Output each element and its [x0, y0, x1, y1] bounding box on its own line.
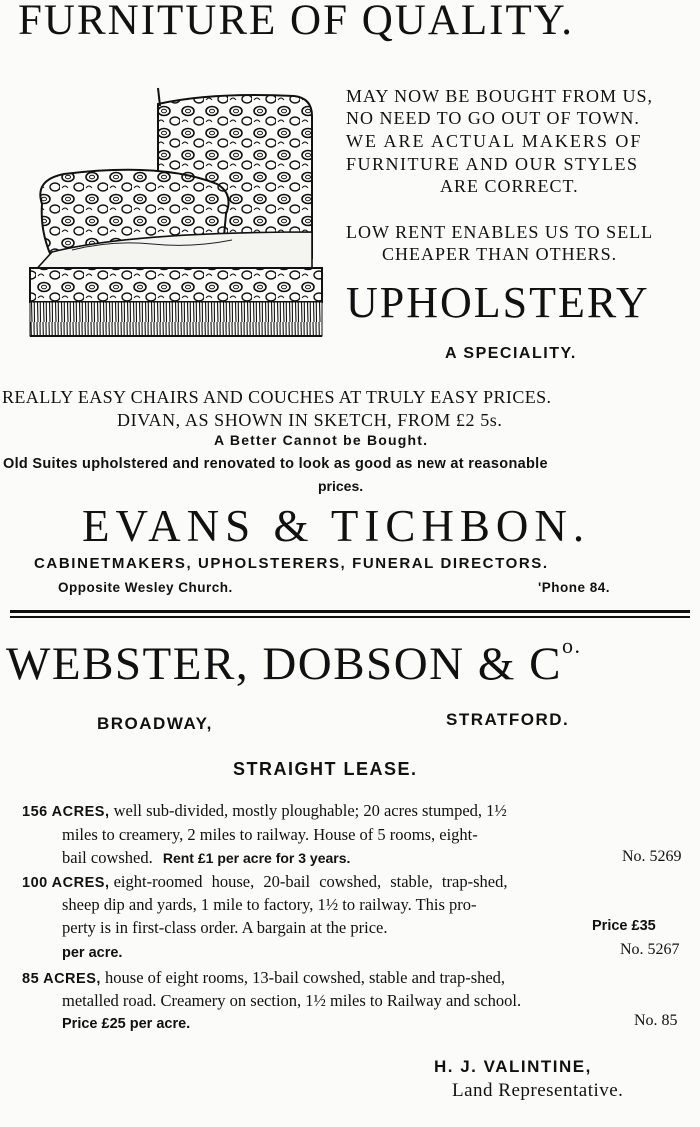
listing-156-line-3 [62, 848, 350, 868]
separator-rule-thick [10, 610, 690, 613]
listing-156-desc-3: bail cowshed. [62, 848, 153, 867]
listing-100-acres: 100 ACRES, [22, 875, 110, 891]
trades-line: CABINETMAKERS, UPHOLSTERERS, FUNERAL DIRECTORS. [34, 555, 549, 572]
listing-100-line-3: perty is in first-class order. A bargain at the price. [62, 918, 388, 937]
suites-line-1: Old Suites upholstered and renovated to look as good as new at reasonable [3, 456, 548, 472]
listing-100-price: Price £35 [592, 918, 656, 934]
listing-85-line-2: metalled road. Creamery on section, 1½ miles to Railway and school. [62, 991, 522, 1010]
intro-line-1: MAY NOW BE BOUGHT FROM US, [346, 86, 654, 106]
evans-tichbon-name: EVANS & TICHBON. [82, 501, 591, 551]
rent-line-2: CHEAPER THAN OTHERS. [382, 244, 618, 264]
listing-156-desc-1: well sub-divided, mostly ploughable; 20 acres stumped, 1½ [113, 801, 507, 820]
straight-lease-heading: STRAIGHT LEASE. [233, 759, 418, 779]
listing-156-line-1 [22, 801, 507, 821]
town-line: STRATFORD. [446, 710, 570, 729]
speciality-line: A SPECIALITY. [445, 345, 577, 362]
divan-line: DIVAN, AS SHOWN IN SKETCH, FROM £2 5s. [117, 410, 503, 430]
listing-156-line-2: miles to creamery, 2 miles to railway. House of 5 rooms, eight- [62, 825, 478, 844]
agent-name: H. J. VALINTINE, [434, 1057, 592, 1076]
phone-line: 'Phone 84. [538, 580, 610, 595]
listing-100-line-2: sheep dip and yards, 1 mile to factory, 1½ to railway. This pro- [62, 895, 477, 914]
upholstery-heading: UPHOLSTERY [346, 278, 650, 327]
webster-dobson-name [6, 633, 582, 691]
listing-85-acres: 85 ACRES, [22, 971, 101, 987]
webster-dobson-main: WEBSTER, DOBSON & C [6, 638, 562, 690]
webster-dobson-suffix: o. [562, 633, 582, 658]
street-line: BROADWAY, [97, 714, 213, 733]
listing-100-number: No. 5267 [620, 941, 680, 958]
ad-headline: FURNITURE OF QUALITY. [18, 0, 575, 44]
separator-rule-thin [10, 616, 690, 618]
suites-line-2: prices. [318, 478, 364, 494]
listing-85-line-1 [22, 968, 505, 988]
listing-85-price: Price £25 per acre. [62, 1016, 191, 1032]
rent-line-1: LOW RENT ENABLES US TO SELL [346, 222, 654, 242]
listing-85-desc-1: house of eight rooms, 13-bail cowshed, stable and trap-shed, [105, 968, 506, 987]
listing-100-desc-1: eight-roomed house, 20-bail cowshed, stable, trap-shed, [113, 872, 508, 891]
listing-100-terms: per acre. [62, 945, 123, 961]
listing-85-number: No. 85 [634, 1012, 678, 1029]
listing-100-line-1 [22, 872, 507, 892]
intro-line-5: ARE CORRECT. [440, 176, 579, 196]
location-line: Opposite Wesley Church. [58, 580, 233, 595]
listing-156-rent: Rent £1 per acre for 3 years. [162, 850, 351, 866]
intro-line-3: WE ARE ACTUAL MAKERS OF [346, 131, 643, 151]
divan-sofa-illustration [12, 82, 332, 352]
agent-title: Land Representative. [452, 1080, 624, 1101]
intro-line-2: NO NEED TO GO OUT OF TOWN. [346, 108, 640, 128]
chairs-line: REALLY EASY CHAIRS AND COUCHES AT TRULY EASY PRICES. [2, 387, 552, 407]
listing-156-acres: 156 ACRES, [22, 804, 110, 820]
listing-156-number: No. 5269 [622, 848, 682, 865]
intro-line-4: FURNITURE AND OUR STYLES [346, 154, 639, 174]
better-line: A Better Cannot be Bought. [214, 432, 429, 448]
